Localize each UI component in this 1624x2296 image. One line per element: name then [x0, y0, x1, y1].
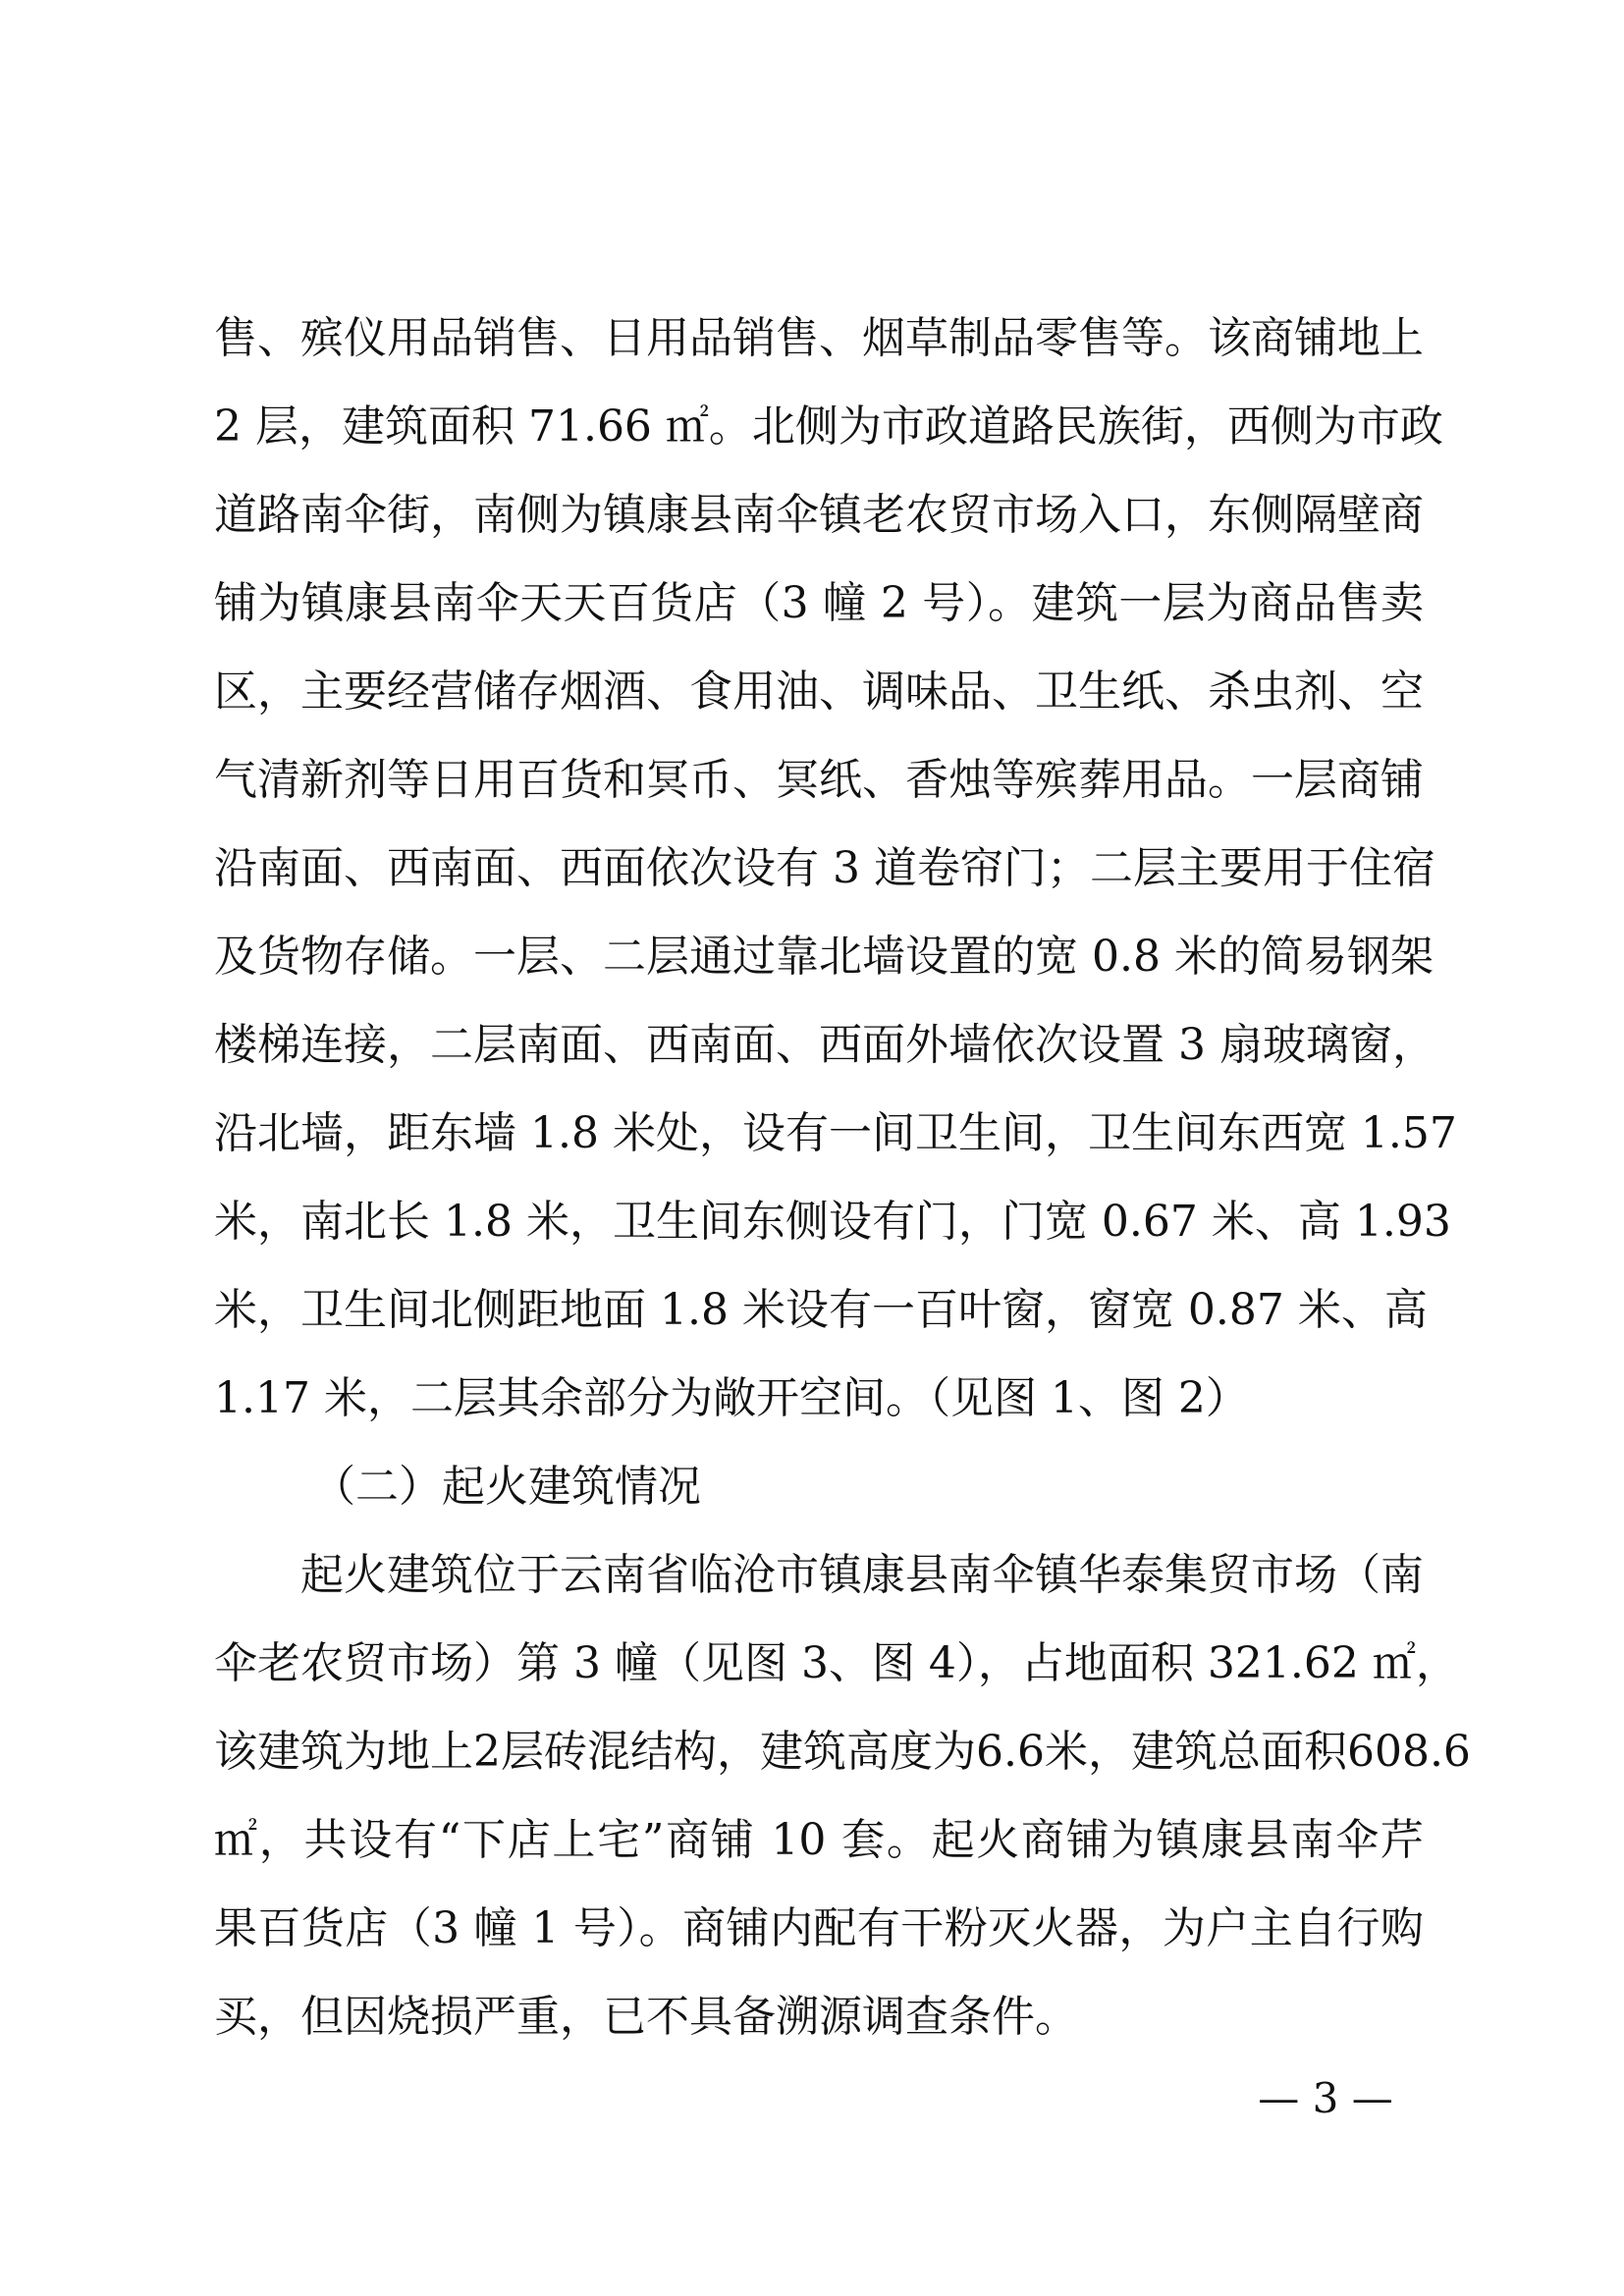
- text-line: 米，卫生间北侧距地面 1.8 米设有一百叶窗，窗宽 0.87 米、高: [214, 1285, 1428, 1335]
- text-line: 买，但因烧损严重，已不具备溯源调查条件。: [214, 1992, 1078, 2042]
- page-number: — 3 —: [1258, 2074, 1393, 2122]
- text-line: 该建筑为地上2层砖混结构，建筑高度为6.6米，建筑总面积608.6: [214, 1727, 1471, 1777]
- text-line: 1.17 米，二层其余部分为敞开空间。（见图 1、图 2）: [214, 1373, 1249, 1423]
- text-line: 起火建筑位于云南省临沧市镇康县南伞镇华泰集贸市场（南: [300, 1550, 1424, 1600]
- section-heading: （二）起火建筑情况: [312, 1462, 701, 1512]
- text-line: 果百货店（3 幢 1 号）。商铺内配有干粉灭火器，为户主自行购: [214, 1903, 1424, 1953]
- text-line: 气清新剂等日用百货和冥币、冥纸、香烛等殡葬用品。一层商铺: [214, 755, 1424, 805]
- text-line: 沿北墙，距东墙 1.8 米处，设有一间卫生间，卫生间东西宽 1.57: [214, 1108, 1457, 1158]
- text-line: 及货物存储。一层、二层通过靠北墙设置的宽 0.8 米的简易钢架: [214, 932, 1434, 982]
- text-line: 售、殡仪用品销售、日用品销售、烟草制品零售等。该商铺地上: [214, 313, 1424, 363]
- text-line: ㎡，共设有“下店上宅”商铺 10 套。起火商铺为镇康县南伞芹: [214, 1815, 1424, 1865]
- text-line: 米，南北长 1.8 米，卫生间东侧设有门，门宽 0.67 米、高 1.93: [214, 1197, 1451, 1247]
- text-line: 楼梯连接，二层南面、西南面、西面外墙依次设置 3 扇玻璃窗，: [214, 1020, 1435, 1070]
- text-line: 区，主要经营储存烟酒、食用油、调味品、卫生纸、杀虫剂、空: [214, 667, 1424, 717]
- text-line: 道路南伞街，南侧为镇康县南伞镇老农贸市场入口，东侧隔壁商: [214, 490, 1424, 540]
- text-line: 2 层，建筑面积 71.66 ㎡。北侧为市政道路民族街，西侧为市政: [214, 401, 1443, 452]
- text-line: 铺为镇康县南伞天天百货店（3 幢 2 号）。建筑一层为商品售卖: [214, 578, 1424, 628]
- text-line: 沿南面、西南面、西面依次设有 3 道卷帘门；二层主要用于住宿: [214, 843, 1435, 893]
- text-line: 伞老农贸市场）第 3 幢（见图 3、图 4），占地面积 321.62 ㎡，: [214, 1638, 1459, 1688]
